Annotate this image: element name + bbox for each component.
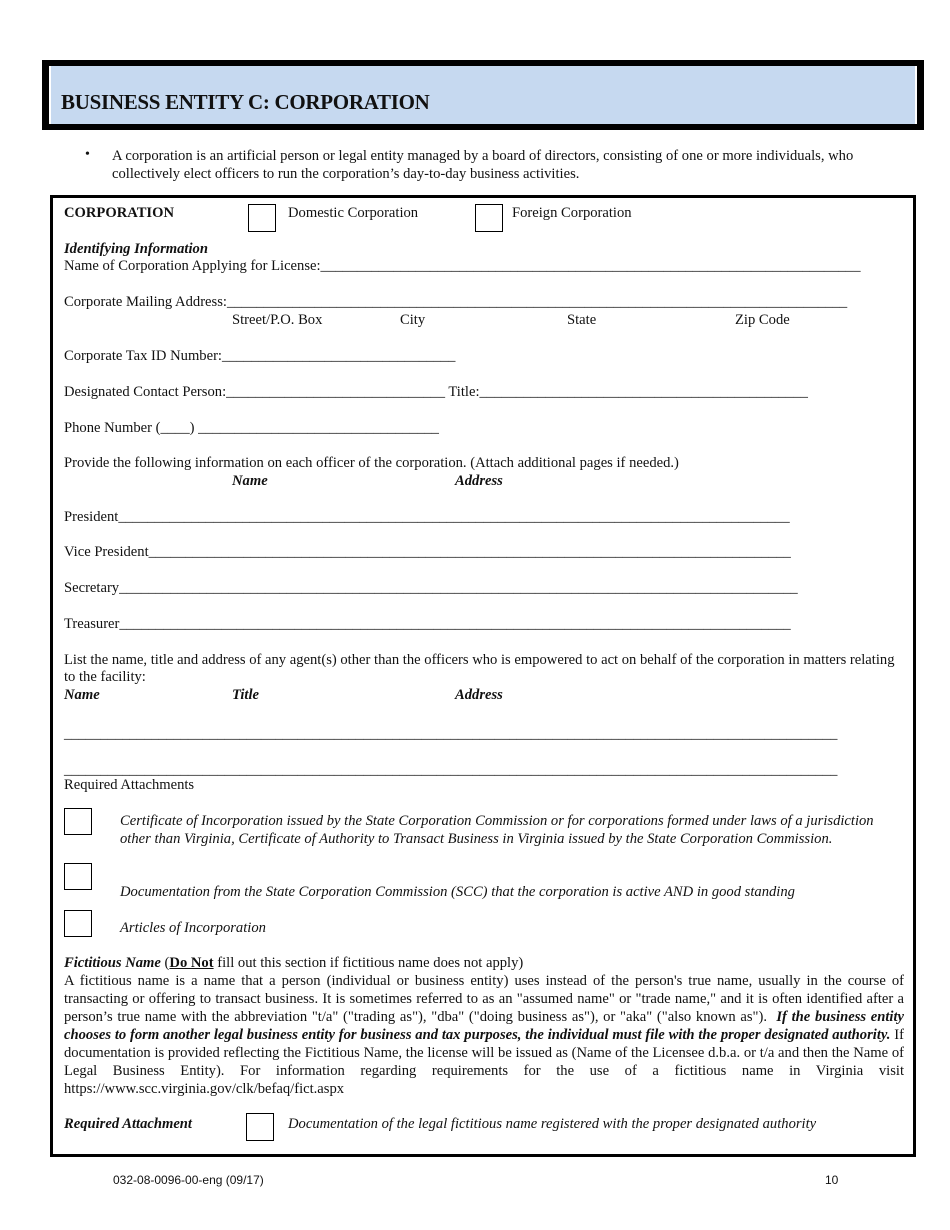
agents-name-column: Name <box>64 687 100 703</box>
tax-id-field[interactable]: Corporate Tax ID Number:________________________________ <box>64 348 456 364</box>
foreign-corporation-checkbox[interactable] <box>475 204 503 232</box>
agents-address-column: Address <box>455 687 503 703</box>
form-id: 032-08-0096-00-eng (09/17) <box>113 1173 264 1187</box>
fictitious-name-doc-text: Documentation of the legal fictitious name registered with the proper designated authority <box>288 1116 817 1132</box>
fictitious-name-paragraph <box>64 972 904 1098</box>
page-number: 10 <box>825 1173 839 1187</box>
section-header-fill <box>49 66 917 124</box>
scc-documentation-checkbox[interactable] <box>64 863 92 890</box>
required-attachment-label: Required Attachment <box>64 1116 192 1132</box>
agent-line-1[interactable]: __________________________________________________________________________________________________________ <box>64 726 838 742</box>
address-state-caption: State <box>567 312 597 328</box>
fictitious-para-part2: If documentation is provided reflecting the Fictitious Name, the license will be issued as (Name of the Licensee d.b.a. or t/a and then the Name of Legal Business Entity). For information regarding requirements for the use of a fictitious name in Virginia visit https://www.scc.virginia.gov/clk/befaq/fict.aspx <box>64 1027 904 1097</box>
address-city-caption: City <box>400 312 426 328</box>
officers-name-column: Name <box>232 473 268 489</box>
address-zip-caption: Zip Code <box>735 312 790 328</box>
fictitious-paren: ( <box>160 955 170 971</box>
corporation-label: CORPORATION <box>64 205 174 221</box>
bullet-icon: • <box>85 147 90 162</box>
mailing-address-field[interactable]: Corporate Mailing Address:_____________________________________________________________________________________ <box>64 294 848 310</box>
fictitious-name-heading <box>64 955 523 972</box>
vice-president-field[interactable]: Vice President________________________________________________________________________________________ <box>64 544 791 560</box>
fictitious-para-part1: A fictitious name is a name that a person (individual or business entity) uses instead of the person's true name, usually in the course of transacting or offering to transact business. It is sometimes referred to as an "assumed name" or "trade name," and it is often identified after a person’s true name with the abbreviation "t/a" ("trading as"), "dba" ("doing business as"), or "aka" ("also known as"). <box>64 973 904 1025</box>
attachment-scc-text: Documentation from the State Corporation Commission (SCC) that the corporation is active AND in good standing <box>120 884 795 900</box>
treasurer-field[interactable]: Treasurer____________________________________________________________________________________________ <box>64 616 791 632</box>
fictitious-heading-rest: fill out this section if fictitious name does not apply) <box>213 955 524 971</box>
do-not-emphasis: Do Not <box>169 955 214 971</box>
domestic-corporation-label: Domestic Corporation <box>288 205 419 221</box>
certificate-incorporation-checkbox[interactable] <box>64 808 92 835</box>
agent-line-2[interactable]: __________________________________________________________________________________________________________ <box>64 762 838 778</box>
agents-instruction: List the name, title and address of any agent(s) other than the officers who is empowered to act on behalf of the corporation in matters relating to the facility: <box>64 652 895 685</box>
attachment-articles-text: Articles of Incorporation <box>120 920 266 936</box>
fictitious-para-bold: If the business entity chooses to form another legal business entity for business and tax purposes, the individual must file with the proper designated authority. <box>64 1009 905 1043</box>
fictitious-name-doc-checkbox[interactable] <box>246 1113 274 1141</box>
officers-address-column: Address <box>455 473 503 489</box>
identifying-info-heading: Identifying Information <box>64 241 208 257</box>
domestic-corporation-checkbox[interactable] <box>248 204 276 232</box>
intro-text: A corporation is an artificial person or legal entity managed by a board of directors, consisting of one or more individuals, who collectively elect officers to run the corporation’s day-to-day business activities. <box>112 148 854 182</box>
address-street-caption: Street/P.O. Box <box>232 312 323 328</box>
foreign-corporation-label: Foreign Corporation <box>512 205 632 221</box>
required-attachments-heading: Required Attachments <box>64 777 195 793</box>
section-title: BUSINESS ENTITY C: CORPORATION <box>61 90 430 114</box>
corporation-name-field[interactable]: Name of Corporation Applying for License:__________________________________________________________________________ <box>64 258 861 274</box>
phone-number-field[interactable]: Phone Number (____) _________________________________ <box>64 420 439 436</box>
contact-person-field[interactable]: Designated Contact Person:______________________________ Title:_____________________________________________ <box>64 384 808 400</box>
attachment-certificate-text: Certificate of Incorporation issued by the State Corporation Commission or for corporations formed under laws of a jurisdiction other than Virginia, Certificate of Authority to Transact Business in Virginia issued by the State Corporation Commission. <box>120 813 874 847</box>
section-header-bar <box>42 60 924 130</box>
articles-incorporation-checkbox[interactable] <box>64 910 92 937</box>
president-field[interactable]: President____________________________________________________________________________________________ <box>64 509 790 525</box>
secretary-field[interactable]: Secretary_____________________________________________________________________________________________ <box>64 580 798 596</box>
officers-instruction: Provide the following information on each officer of the corporation. (Attach additional pages if needed.) <box>64 455 679 471</box>
agents-title-column: Title <box>232 687 260 703</box>
fictitious-name-title: Fictitious Name <box>64 955 161 971</box>
